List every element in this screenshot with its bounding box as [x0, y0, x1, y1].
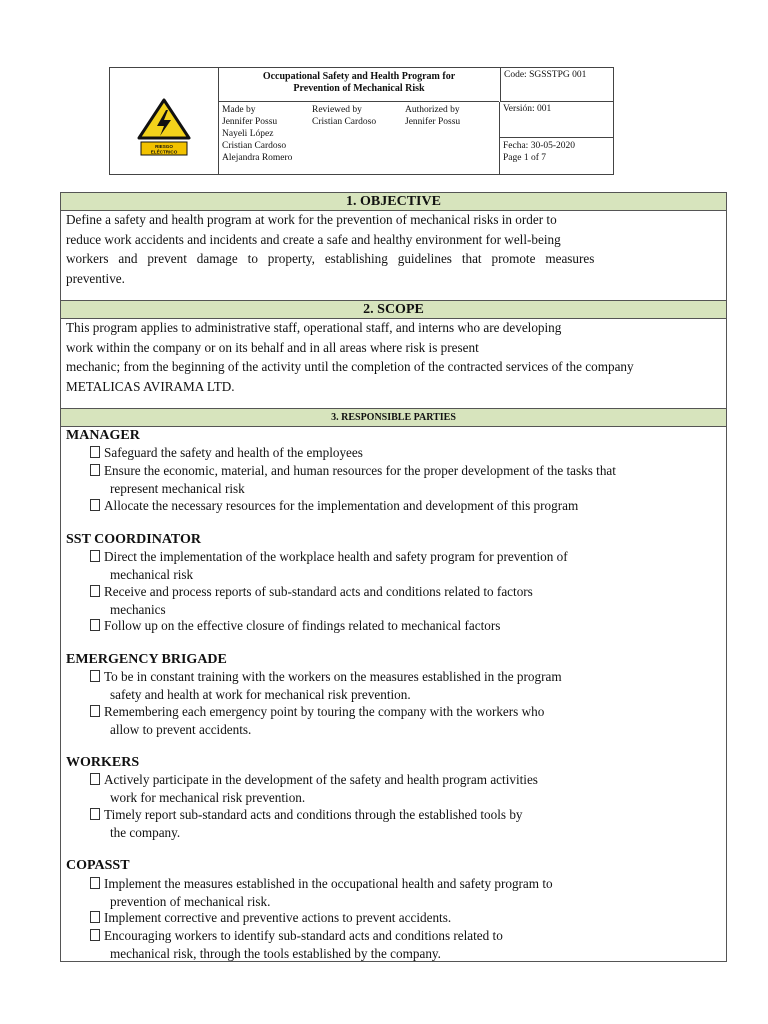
document-version: Versión: 001	[500, 102, 613, 138]
checkbox-bullet-icon	[90, 499, 100, 511]
extra-name-1: Cristian Cardoso	[222, 141, 287, 151]
objective-line: Define a safety and health program at work for the prevention of mechanical risks in order to	[66, 212, 557, 227]
item-text-continued: the company.	[110, 824, 181, 840]
item-text-continued: mechanical risk	[110, 566, 194, 582]
made-by-label: Made by	[222, 105, 256, 115]
group-title-manager: MANAGER	[66, 428, 140, 443]
scope-line: METALICAS AVIRAMA LTD.	[66, 378, 235, 394]
scope-line: mechanic; from the beginning of the activity until the completion of the contracted services of the company	[66, 359, 634, 374]
checkbox-bullet-icon	[90, 808, 100, 820]
list-item	[90, 617, 500, 635]
group-title-copasst: COPASST	[66, 858, 130, 873]
checkbox-bullet-icon	[90, 446, 100, 458]
objective-line-justified: workers and prevent damage to property, establishing guidelines that promote measures	[66, 251, 595, 266]
reviewed-by-column	[312, 104, 376, 128]
objective-line: reduce work accidents and incidents and create a safe and healthy environment for well-being	[66, 231, 561, 247]
authorized-by-label: Authorized by	[405, 105, 460, 115]
item-text: Remembering each emergency point by touring the company with the workers who	[104, 704, 545, 719]
item-text: Actively participate in the development of the safety and health program activities	[104, 772, 538, 787]
list-item	[90, 703, 544, 738]
group-title-emergency-brigade: EMERGENCY BRIGADE	[66, 652, 227, 667]
title-line-1: Occupational Safety and Health Program for	[262, 71, 456, 82]
made-by-name-2: Nayeli López	[222, 129, 274, 139]
electrical-hazard-sign-icon	[137, 98, 191, 156]
checkbox-bullet-icon	[90, 773, 100, 785]
title-line-2: Prevention of Mechanical Risk	[293, 83, 425, 94]
reviewed-by-name: Cristian Cardoso	[312, 117, 377, 127]
item-text: Safeguard the safety and health of the employees	[104, 445, 363, 460]
item-text: Encouraging workers to identify sub-standard acts and conditions related to	[104, 928, 503, 943]
authorized-by-column	[405, 104, 460, 128]
checkbox-bullet-icon	[90, 619, 100, 631]
content-table	[60, 192, 727, 962]
logo-text-1: RIESGO	[155, 144, 173, 149]
item-text-continued: allow to prevent accidents.	[110, 721, 252, 737]
list-item	[90, 875, 553, 910]
responsible-parties-heading: 3. RESPONSIBLE PARTIES	[61, 408, 726, 427]
list-item	[90, 668, 562, 703]
list-item	[90, 927, 503, 962]
list-item	[90, 806, 523, 841]
list-item	[90, 462, 616, 497]
checkbox-bullet-icon	[90, 911, 100, 923]
item-text: Follow up on the effective closure of findings related to mechanical factors	[104, 618, 501, 633]
made-by-column	[222, 104, 277, 140]
reviewed-by-label: Reviewed by	[312, 105, 362, 115]
list-item	[90, 583, 533, 618]
checkbox-bullet-icon	[90, 877, 100, 889]
item-text: Direct the implementation of the workplace health and safety program for prevention of	[104, 549, 568, 564]
list-item	[90, 909, 451, 927]
date-page-cell	[500, 138, 613, 174]
item-text: Ensure the economic, material, and human resources for the proper development of the tasks that	[104, 463, 616, 478]
objective-line	[66, 249, 721, 269]
logo-text-2: ELÉCTRICO	[150, 149, 178, 155]
logo-cell	[110, 68, 219, 174]
extra-name-2: Alejandra Romero	[222, 153, 293, 163]
document-header	[109, 67, 614, 175]
extra-names	[222, 140, 292, 164]
item-text: Timely report sub-standard acts and conditions through the established tools by	[104, 807, 523, 822]
group-title-workers: WORKERS	[66, 755, 140, 770]
item-text-continued: mechanics	[110, 601, 166, 617]
checkbox-bullet-icon	[90, 705, 100, 717]
item-text: To be in constant training with the workers on the measures established in the program	[104, 669, 562, 684]
objective-heading: 1. OBJECTIVE	[61, 192, 726, 211]
checkbox-bullet-icon	[90, 670, 100, 682]
item-text: Implement corrective and preventive actions to prevent accidents.	[104, 910, 452, 925]
item-text: Allocate the necessary resources for the implementation and development of this program	[104, 498, 579, 513]
list-item	[90, 771, 538, 806]
people-cell	[219, 102, 500, 174]
scope-line: work within the company or on its behalf and in all areas where risk is present	[66, 339, 479, 355]
checkbox-bullet-icon	[90, 585, 100, 597]
list-item	[90, 548, 568, 583]
item-text-continued: mechanical risk, through the tools established by the company.	[110, 945, 441, 961]
document-code: Code: SGSSTPG 001	[500, 68, 613, 102]
scope-heading: 2. SCOPE	[61, 300, 726, 319]
item-text-continued: represent mechanical risk	[110, 480, 245, 496]
item-text: Receive and process reports of sub-standard acts and conditions related to factors	[104, 584, 533, 599]
item-text-continued: prevention of mechanical risk.	[110, 893, 271, 909]
objective-text	[66, 210, 721, 288]
checkbox-bullet-icon	[90, 929, 100, 941]
authorized-by-name: Jennifer Possu	[405, 117, 461, 127]
document-title	[219, 68, 499, 102]
scope-line: This program applies to administrative staff, operational staff, and interns who are developing	[66, 320, 562, 335]
item-text: Implement the measures established in the occupational health and safety program to	[104, 876, 553, 891]
list-item	[90, 444, 363, 462]
checkbox-bullet-icon	[90, 550, 100, 562]
made-by-name-1: Jennifer Possu	[222, 117, 278, 127]
document-date: Fecha: 30-05-2020	[503, 141, 576, 151]
group-title-sst-coordinator: SST COORDINATOR	[66, 532, 201, 547]
objective-line: preventive.	[66, 270, 125, 286]
item-text-continued: work for mechanical risk prevention.	[110, 789, 306, 805]
scope-text	[66, 318, 721, 396]
page-number: Page 1 of 7	[503, 153, 547, 163]
item-text-continued: safety and health at work for mechanical risk prevention.	[110, 686, 411, 702]
list-item	[90, 497, 578, 515]
checkbox-bullet-icon	[90, 464, 100, 476]
